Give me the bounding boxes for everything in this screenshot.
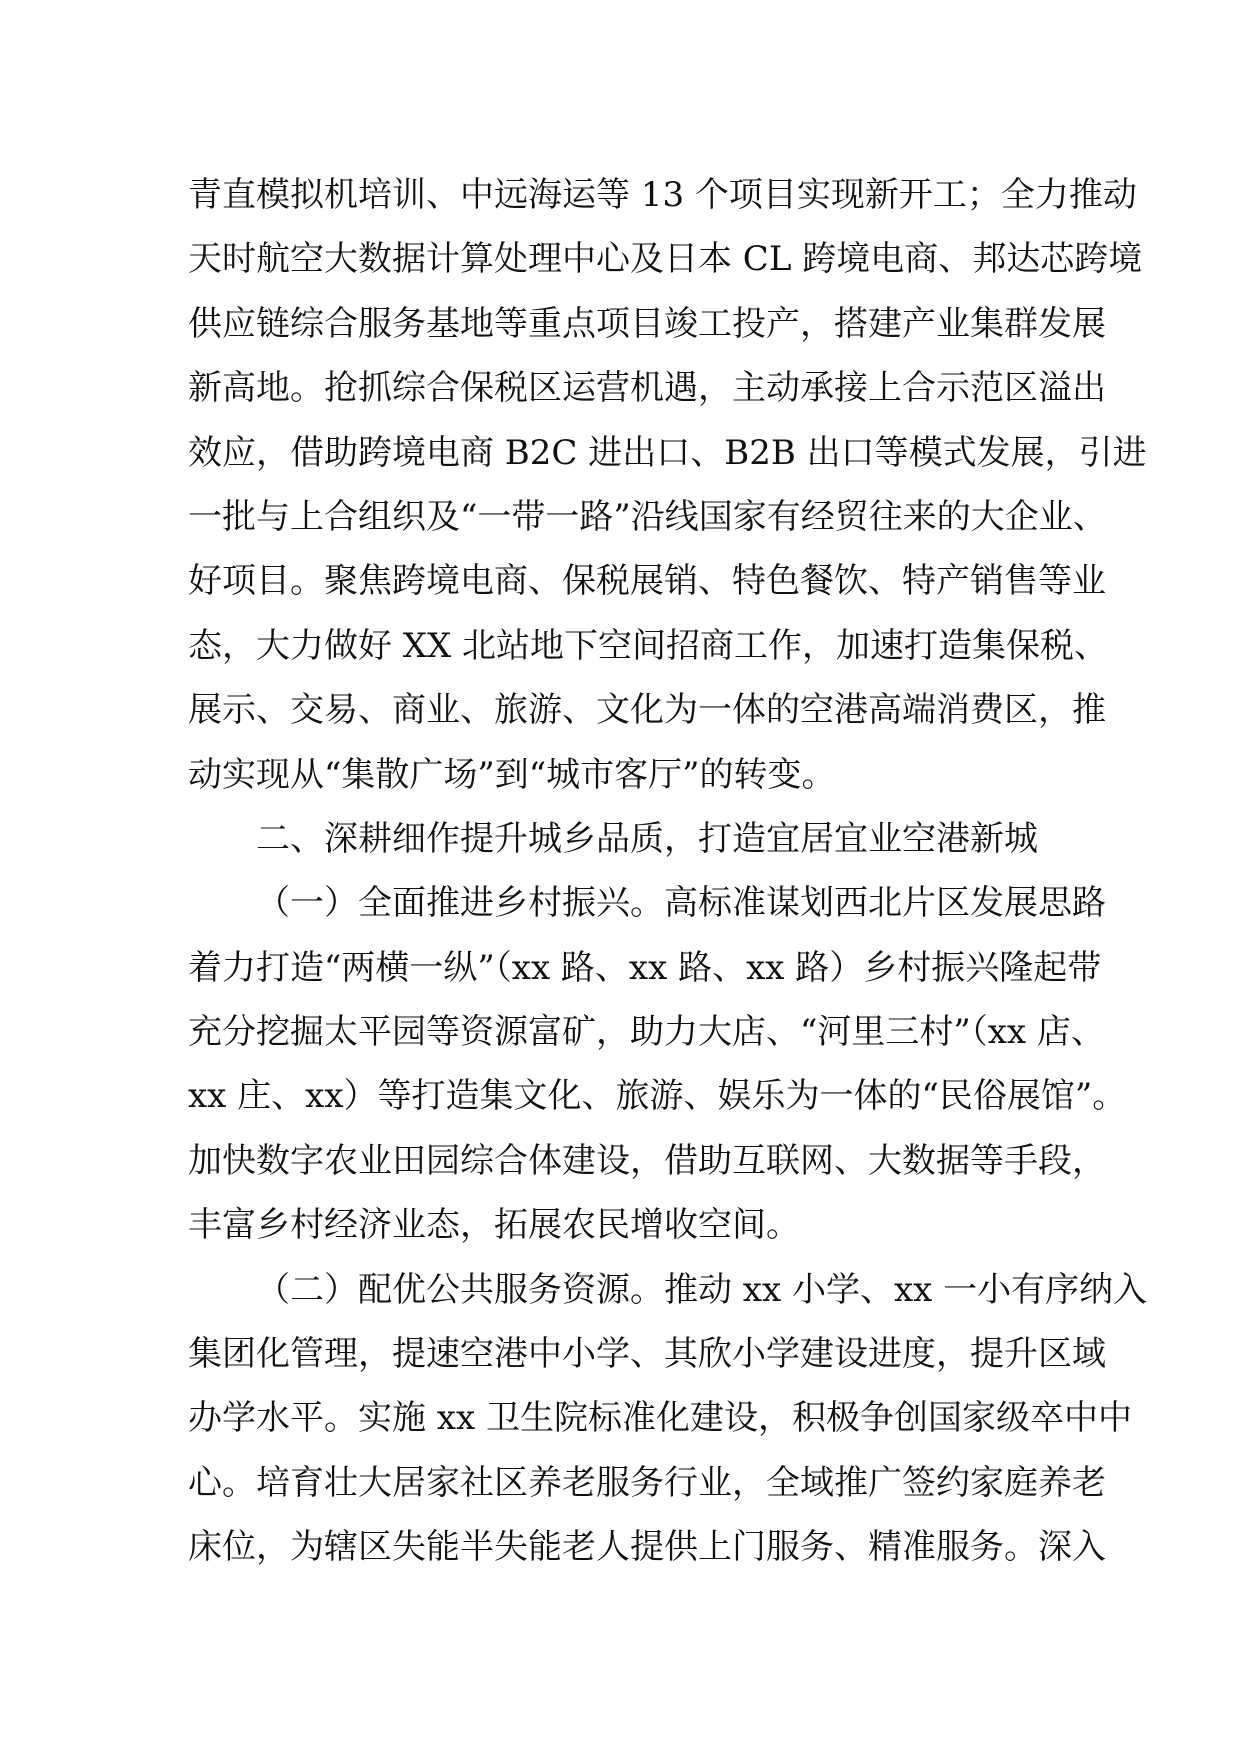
subsection-heading-line: （一）全面推进乡村振兴。高标准谋划西北片区发展思路 (256, 883, 1106, 924)
text-line: 供应链综合服务基地等重点项目竣工投产，搭建产业集群发展 (188, 303, 1106, 344)
text-line: 好项目。聚焦跨境电商、保税展销、特色餐饮、特产销售等业 (188, 561, 1106, 602)
subsection-heading-line: （二）配优公共服务资源。推动 xx 小学、xx 一小有序纳入 (256, 1269, 1148, 1310)
text-line: 办学水平。实施 xx 卫生院标准化建设，积极争创国家级卒中中 (188, 1398, 1132, 1439)
text-line: 动实现从“集散广场”到“城市客厅”的转变。 (188, 754, 836, 795)
text-line: 效应，借助跨境电商 B2C 进出口、B2B 出口等模式发展，引进 (188, 432, 1147, 473)
text-line: 天时航空大数据计算处理中心及日本 CL 跨境电商、邦达芯跨境 (188, 239, 1143, 280)
document-body (188, 163, 1148, 1580)
section-heading: 二、深耕细作提升城乡品质，打造宜居宜业空港新城 (256, 818, 1038, 859)
text-line: 丰富乡村经济业态，拓展农民增收空间。 (188, 1205, 800, 1246)
text-line: 充分挖掘太平园等资源富矿，助力大店、“河里三村”（xx 店、 (188, 1012, 1105, 1053)
text-line: 加快数字农业田园综合体建设，借助互联网、大数据等手段， (188, 1140, 1106, 1181)
text-line: 一批与上合组织及“一带一路”沿线国家有经贸往来的大企业、 (188, 496, 1107, 537)
text-line: 集团化管理，提速空港中小学、其欣小学建设进度，提升区域 (188, 1334, 1106, 1375)
text-line: xx 庄、xx）等打造集文化、旅游、娱乐为一体的“民俗展馆”。 (188, 1076, 1127, 1117)
text-line: 床位，为辖区失能半失能老人提供上门服务、精准服务。深入 (188, 1527, 1106, 1568)
text-line: 着力打造“两横一纵”（xx 路、xx 路、xx 路）乡村振兴隆起带 (188, 947, 1102, 988)
text-line: 心。培育壮大居家社区养老服务行业，全域推广签约家庭养老 (188, 1462, 1106, 1503)
text-line: 态，大力做好 XX 北站地下空间招商工作，加速打造集保税、 (188, 625, 1109, 666)
text-line: 展示、交易、商业、旅游、文化为一体的空港高端消费区，推 (188, 690, 1106, 731)
text-line: 青直模拟机培训、中远海运等 13 个项目实现新开工；全力推动 (188, 175, 1137, 215)
text-line: 新高地。抢抓综合保税区运营机遇，主动承接上合示范区溢出 (188, 368, 1106, 409)
